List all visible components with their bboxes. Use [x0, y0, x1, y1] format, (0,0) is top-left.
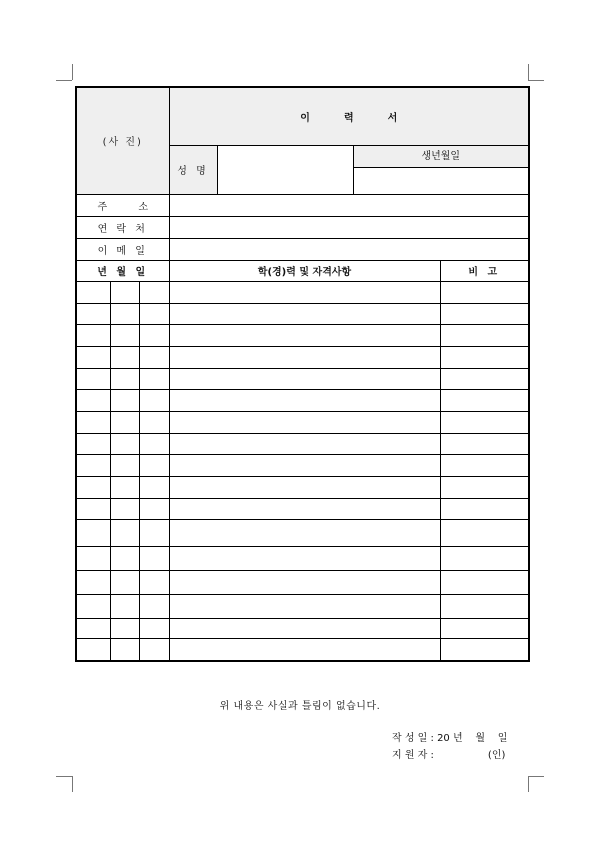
name-label: 성 명	[169, 145, 217, 194]
year-cell[interactable]	[76, 618, 110, 638]
history-row	[76, 281, 529, 303]
month-cell[interactable]	[110, 476, 139, 498]
month-cell[interactable]	[110, 454, 139, 476]
history-cell[interactable]	[169, 324, 440, 346]
document-title: 이력서	[169, 87, 529, 145]
note-cell[interactable]	[440, 570, 529, 594]
note-cell[interactable]	[440, 618, 529, 638]
history-row	[76, 433, 529, 454]
history-row	[76, 411, 529, 433]
history-cell[interactable]	[169, 368, 440, 389]
email-label: 이 메 일	[76, 238, 169, 260]
history-row	[76, 498, 529, 519]
month-cell[interactable]	[110, 324, 139, 346]
day-cell[interactable]	[139, 411, 169, 433]
note-cell[interactable]	[440, 476, 529, 498]
birthdate-label: 생년월일	[354, 146, 529, 168]
year-cell[interactable]	[76, 389, 110, 411]
day-cell[interactable]	[139, 454, 169, 476]
year-cell[interactable]	[76, 411, 110, 433]
note-cell[interactable]	[440, 324, 529, 346]
note-cell[interactable]	[440, 594, 529, 618]
history-cell[interactable]	[169, 454, 440, 476]
note-cell[interactable]	[440, 638, 529, 661]
month-cell[interactable]	[110, 594, 139, 618]
year-cell[interactable]	[76, 281, 110, 303]
year-cell[interactable]	[76, 546, 110, 570]
note-cell[interactable]	[440, 546, 529, 570]
history-row	[76, 389, 529, 411]
year-cell[interactable]	[76, 454, 110, 476]
note-cell[interactable]	[440, 368, 529, 389]
birthdate-cell	[353, 145, 529, 194]
name-field[interactable]	[217, 145, 353, 194]
note-cell[interactable]	[440, 346, 529, 368]
history-cell[interactable]	[169, 411, 440, 433]
month-cell[interactable]	[110, 368, 139, 389]
year-cell[interactable]	[76, 476, 110, 498]
day-cell[interactable]	[139, 368, 169, 389]
note-cell[interactable]	[440, 303, 529, 324]
day-cell[interactable]	[139, 570, 169, 594]
crop-mark-top-left-v	[72, 64, 73, 80]
year-cell[interactable]	[76, 368, 110, 389]
history-row	[76, 303, 529, 324]
note-cell[interactable]	[440, 389, 529, 411]
history-row	[76, 454, 529, 476]
history-row	[76, 618, 529, 638]
day-cell[interactable]	[139, 594, 169, 618]
history-row	[76, 638, 529, 661]
note-cell[interactable]	[440, 281, 529, 303]
crop-mark-bottom-left-v	[72, 776, 73, 792]
month-cell[interactable]	[110, 498, 139, 519]
photo-box[interactable]: (사 진)	[76, 87, 169, 194]
history-cell[interactable]	[169, 594, 440, 618]
crop-mark-top-right-v	[528, 64, 529, 80]
crop-mark-bottom-right-h	[528, 776, 544, 777]
address-field[interactable]	[169, 194, 529, 216]
resume-form	[75, 86, 528, 662]
col-header-history: 학(경)력 및 자격사항	[169, 260, 440, 281]
month-cell[interactable]	[110, 433, 139, 454]
col-header-date: 년 월 일	[76, 260, 169, 281]
col-header-note: 비 고	[440, 260, 529, 281]
history-row	[76, 594, 529, 618]
day-cell[interactable]	[139, 346, 169, 368]
month-cell[interactable]	[110, 638, 139, 661]
day-cell[interactable]	[139, 618, 169, 638]
month-cell[interactable]	[110, 546, 139, 570]
history-cell[interactable]	[169, 346, 440, 368]
history-cell[interactable]	[169, 570, 440, 594]
crop-mark-top-right-h	[528, 80, 544, 81]
note-cell[interactable]	[440, 433, 529, 454]
day-cell[interactable]	[139, 519, 169, 546]
day-cell[interactable]	[139, 498, 169, 519]
contact-field[interactable]	[169, 216, 529, 238]
history-cell[interactable]	[169, 433, 440, 454]
day-cell[interactable]	[139, 546, 169, 570]
applicant-line: 지 원 자 : (인)	[392, 750, 506, 761]
email-field[interactable]	[169, 238, 529, 260]
month-cell[interactable]	[110, 281, 139, 303]
month-cell[interactable]	[110, 346, 139, 368]
history-rows	[76, 281, 529, 661]
history-cell[interactable]	[169, 303, 440, 324]
month-cell[interactable]	[110, 519, 139, 546]
day-cell[interactable]	[139, 303, 169, 324]
day-cell[interactable]	[139, 638, 169, 661]
resume-table	[75, 86, 530, 662]
month-cell[interactable]	[110, 389, 139, 411]
year-cell[interactable]	[76, 570, 110, 594]
address-label: 주 소	[76, 194, 169, 216]
year-cell[interactable]	[76, 594, 110, 618]
month-cell[interactable]	[110, 303, 139, 324]
note-cell[interactable]	[440, 498, 529, 519]
history-row	[76, 570, 529, 594]
year-cell[interactable]	[76, 519, 110, 546]
day-cell[interactable]	[139, 433, 169, 454]
history-row	[76, 324, 529, 346]
note-cell[interactable]	[440, 454, 529, 476]
month-cell[interactable]	[110, 618, 139, 638]
history-row	[76, 546, 529, 570]
crop-mark-bottom-left-h	[56, 776, 72, 777]
crop-mark-top-left-h	[56, 80, 72, 81]
contact-label: 연 락 처	[76, 216, 169, 238]
month-cell[interactable]	[110, 570, 139, 594]
history-row	[76, 519, 529, 546]
history-row	[76, 368, 529, 389]
crop-mark-bottom-right-v	[528, 776, 529, 792]
history-cell[interactable]	[169, 618, 440, 638]
history-cell[interactable]	[169, 476, 440, 498]
month-cell[interactable]	[110, 411, 139, 433]
year-cell[interactable]	[76, 638, 110, 661]
declaration-statement: 위 내용은 사실과 틀림이 없습니다.	[219, 701, 381, 712]
history-cell[interactable]	[169, 281, 440, 303]
year-cell[interactable]	[76, 303, 110, 324]
note-cell[interactable]	[440, 411, 529, 433]
day-cell[interactable]	[139, 476, 169, 498]
year-cell[interactable]	[76, 498, 110, 519]
history-cell[interactable]	[169, 546, 440, 570]
history-cell[interactable]	[169, 498, 440, 519]
note-cell[interactable]	[440, 519, 529, 546]
day-cell[interactable]	[139, 281, 169, 303]
history-cell[interactable]	[169, 519, 440, 546]
history-cell[interactable]	[169, 389, 440, 411]
day-cell[interactable]	[139, 389, 169, 411]
year-cell[interactable]	[76, 433, 110, 454]
date-line: 작 성 일 : 20 년 월 일	[392, 733, 508, 744]
history-cell[interactable]	[169, 638, 440, 661]
day-cell[interactable]	[139, 324, 169, 346]
year-cell[interactable]	[76, 346, 110, 368]
history-row	[76, 346, 529, 368]
history-row	[76, 476, 529, 498]
year-cell[interactable]	[76, 324, 110, 346]
birthdate-field[interactable]	[354, 168, 529, 194]
